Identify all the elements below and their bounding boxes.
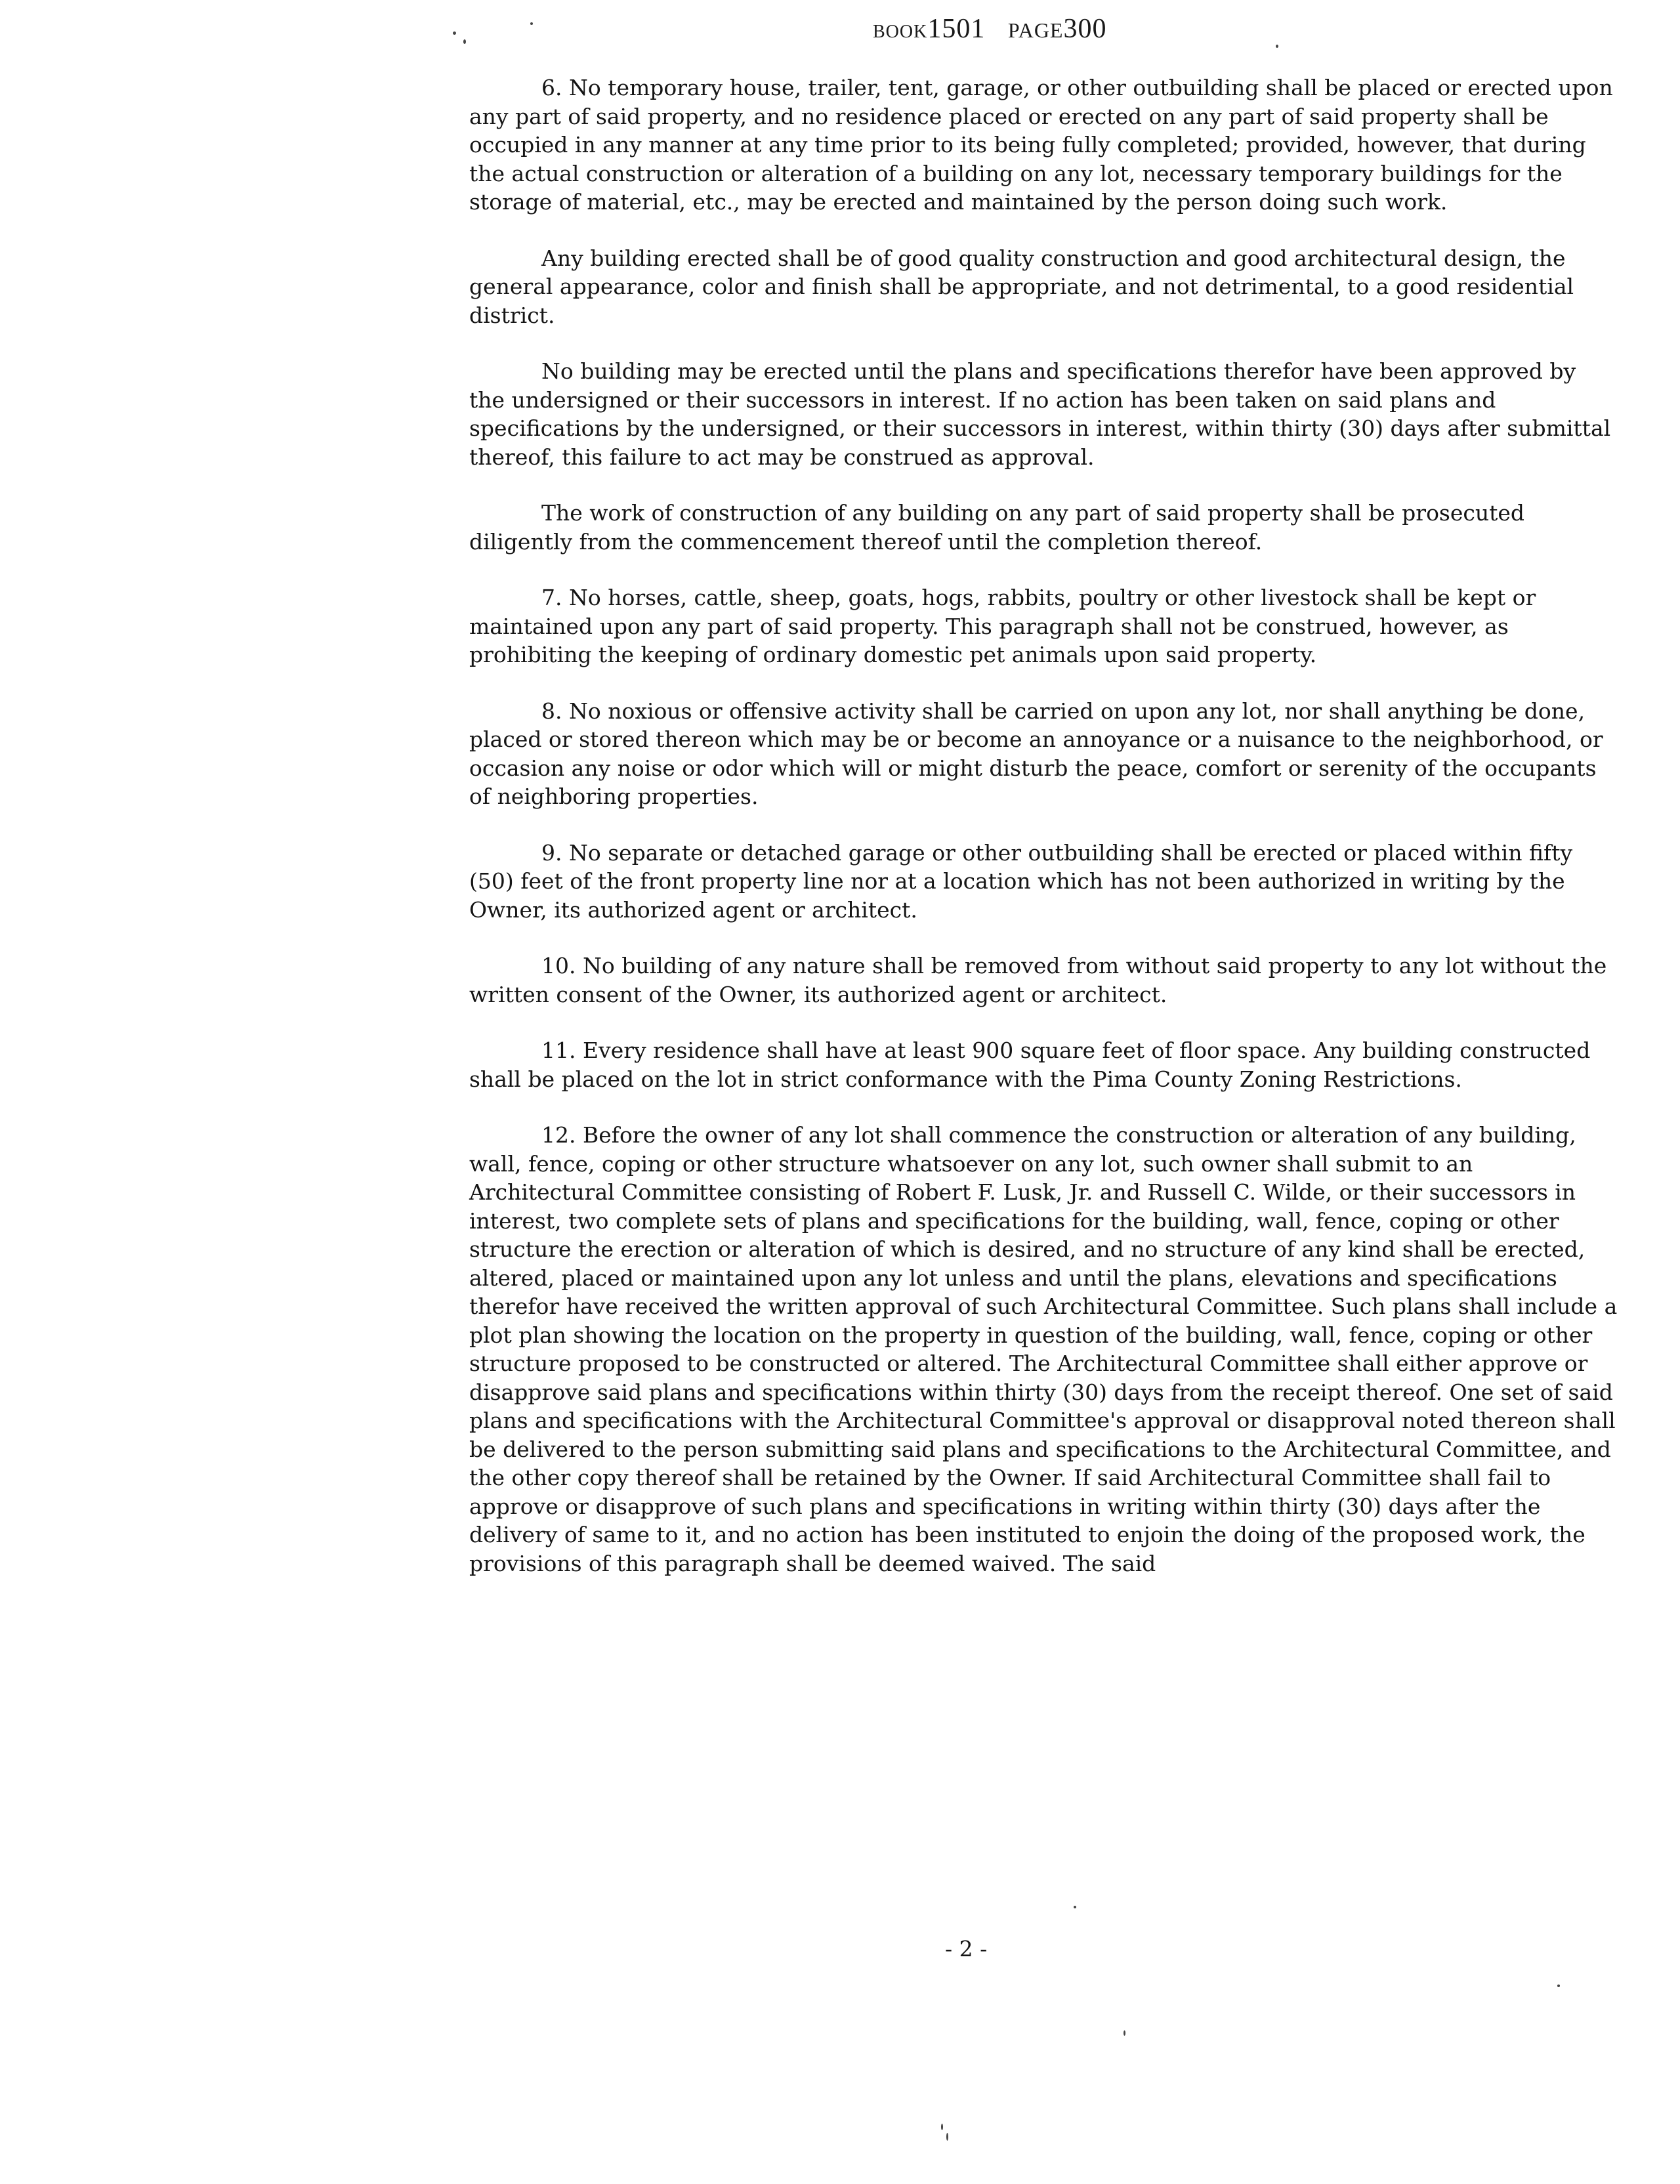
paragraph-8: 8. No noxious or offensive activity shall be carried on upon any lot, nor shall anything be done, placed or stored thereon which may be or become an annoyance or a nuisance to the neighborhood, or occasion any noise or odor which will or might disturb the peace, comfort or serenity of the occupants of neighboring properties. <box>469 698 1603 809</box>
paragraph-6-plan-approval: No building may be erected until the plans and specifications therefor have been approved by the undersigned or their successors in interest. If no action has been taken on said plans and specifications by the undersigned, or their successors in interest, within thirty (30) days after submittal thereof, this failure to act may be construed as approval. <box>469 358 1611 470</box>
page-number-footer: - 2 - <box>945 1936 988 1962</box>
paragraph-6-building-quality: Any building erected shall be of good quality construction and good architectural design, the general appearance, color and finish shall be appropriate, and not detrimental, to a good residential district. <box>469 245 1574 328</box>
scan-speck <box>1124 2030 1125 2036</box>
page-label: PAGE <box>1007 18 1064 42</box>
scan-speck <box>1074 1906 1076 1908</box>
book-number: 1501 <box>927 14 986 44</box>
scan-speck <box>1557 1984 1560 1987</box>
scan-speck <box>453 32 456 35</box>
paragraph-6: 6. No temporary house, trailer, tent, garage, or other outbuilding shall be placed or erected upon any part of said property, and no residence placed or erected on any part of said property shall be occupied in any manner at any time prior to its being fully completed; provided, however, that during the actual construction or alteration of a building on any lot, necessary temporary buildings for the storage of material, etc., may be erected and maintained by the person doing such work. <box>469 75 1613 215</box>
paragraph-10: 10. No building of any nature shall be removed from without said property to any lot without the written consent of the Owner, its authorized agent or architect. <box>469 953 1607 1007</box>
scan-speck <box>463 39 466 44</box>
book-label: BOOK <box>873 22 928 42</box>
page-number-stamp: 300 <box>1063 14 1107 44</box>
scan-speck <box>941 2124 943 2130</box>
scan-speck <box>946 2133 948 2141</box>
paragraph-12: 12. Before the owner of any lot shall commence the construction or alteration of any building, wall, fence, coping or other structure whatsoever on any lot, such owner shall submit to an Architectural Committee consisting of Robert F. Lusk, Jr. and Russell C. Wilde, or their successors in interest, two complete sets of plans and specifications for the building, wall, fence, coping or other structure the erection or alteration of which is desired, and no structure of any kind shall be erected, altered, placed or maintained upon any lot unless and until the plans, elevations and specifications therefor have received the written approval of such Architectural Committee. Such plans shall include a plot plan showing the location on the property in question of the building, wall, fence, coping or other structure proposed to be constructed or altered. The Architectural Committee shall either approve or disapprove said plans and specifications within thirty (30) days from the receipt thereof. One set of said plans and specifications with the Architectural Committee's approval or disapproval noted thereon shall be delivered to the person submitting said plans and specifications to the Architectural Committee, and the other copy thereof shall be retained by the Owner. If said Architectural Committee shall fail to approve or disapprove of such plans and specifications in writing within thirty (30) days after the delivery of same to it, and no action has been instituted to enjoin the doing of the proposed work, the provisions of this paragraph shall be deemed waived. The said <box>469 1122 1618 1576</box>
book-page-stamp <box>873 13 1106 45</box>
scan-speck <box>1276 45 1278 48</box>
paragraph-9: 9. No separate or detached garage or other outbuilding shall be erected or placed within fifty (50) feet of the front property line nor at a location which has not been authorized in writing by the Owner, its authorized agent or architect. <box>469 839 1573 923</box>
scan-speck <box>530 22 533 25</box>
paragraph-7: 7. No horses, cattle, sheep, goats, hogs, rabbits, poultry or other livestock shall be kept or maintained upon any part of said property. This paragraph shall not be construed, however, as prohibiting the keeping of ordinary domestic pet animals upon said property. <box>469 585 1536 667</box>
paragraph-11: 11. Every residence shall have at least 900 square feet of floor space. Any building constructed shall be placed on the lot in strict conformance with the Pima County Zoning Restrictions. <box>469 1038 1591 1092</box>
document-body <box>469 74 1618 1605</box>
paragraph-6-construction-diligence: The work of construction of any building on any part of said property shall be prosecuted diligently from the commencement thereof until the completion thereof. <box>469 500 1525 555</box>
